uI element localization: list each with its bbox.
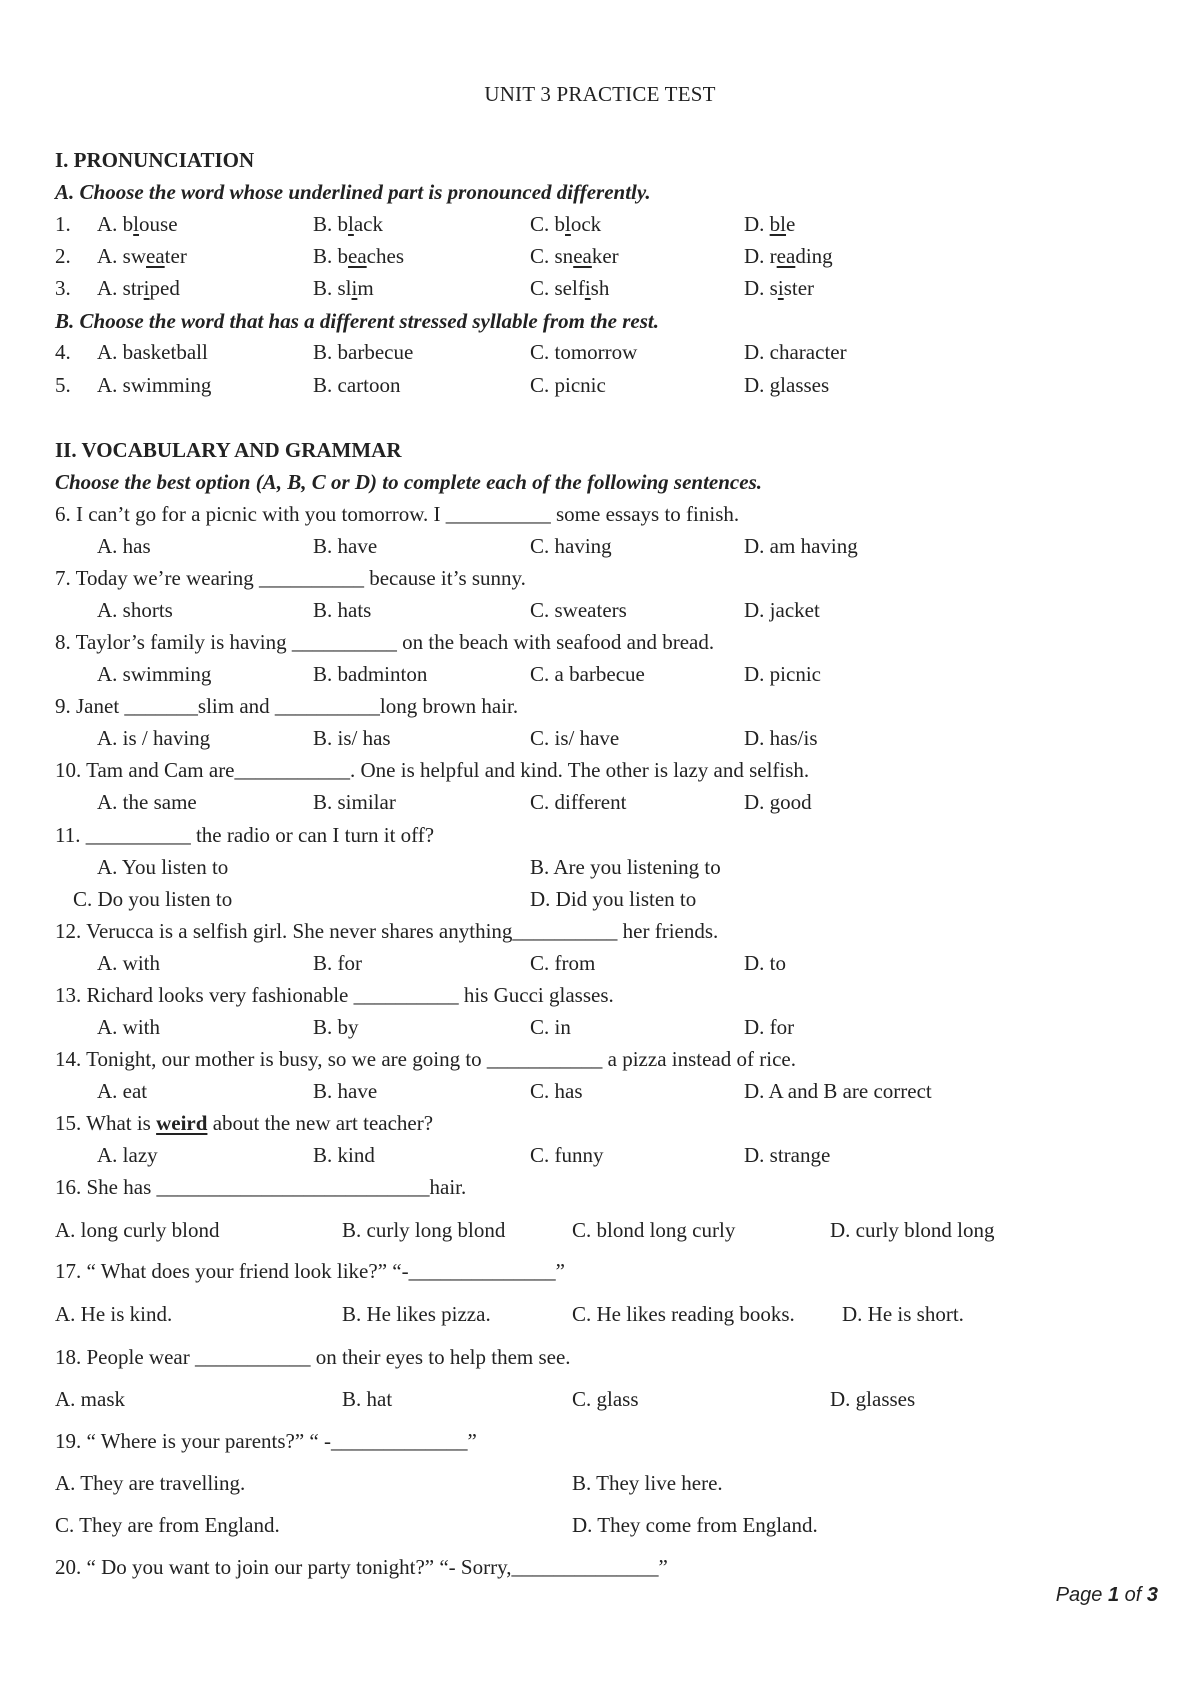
- option-d: D. to: [744, 951, 786, 975]
- option-a: A. swimming: [97, 373, 212, 397]
- question-text: 10. Tam and Cam are___________. One is helpful and kind. The other is lazy and selfish.: [55, 758, 810, 782]
- section-heading-pronunciation: I. PRONUNCIATION: [55, 148, 255, 172]
- option-b: B. Are you listening to: [530, 855, 721, 879]
- option-c: C. in: [530, 1015, 571, 1039]
- option-a: A. mask: [55, 1387, 125, 1411]
- option-a: A. is / having: [97, 726, 211, 750]
- option-a: A. striped: [97, 276, 180, 300]
- option-b: B. kind: [313, 1143, 375, 1167]
- option-b: B. is/ has: [313, 726, 391, 750]
- option-b: B. beaches: [313, 244, 404, 268]
- option-d: D. glasses: [830, 1387, 916, 1411]
- option-b: B. hats: [313, 598, 372, 622]
- option-b: B. curly long blond: [342, 1218, 506, 1242]
- option-c: C. He likes reading books.: [572, 1302, 795, 1326]
- option-a: A. the same: [97, 790, 197, 814]
- question-text: 14. Tonight, our mother is busy, so we are going to ___________ a pizza instead of rice.: [55, 1047, 796, 1071]
- question-number: 2.: [55, 244, 71, 268]
- option-b: B. have: [313, 1079, 378, 1103]
- section-heading-vocabulary: II. VOCABULARY AND GRAMMAR: [55, 438, 402, 462]
- instruction-part-a: A. Choose the word whose underlined part is pronounced differently.: [55, 180, 651, 204]
- option-c: C. funny: [530, 1143, 604, 1167]
- option-b: B. for: [313, 951, 362, 975]
- question-text: 12. Verucca is a selfish girl. She never shares anything__________ her friends.: [55, 919, 719, 943]
- option-b: B. barbecue: [313, 340, 414, 364]
- option-c: C. selfish: [530, 276, 610, 300]
- option-a: A. You listen to: [97, 855, 229, 879]
- option-a: A. eat: [97, 1079, 148, 1103]
- question-text: 20. “ Do you want to join our party tonight?” “- Sorry,______________”: [55, 1555, 668, 1579]
- option-c: C. has: [530, 1079, 583, 1103]
- option-b: B. have: [313, 534, 378, 558]
- option-a: A. lazy: [97, 1143, 158, 1167]
- question-number: 3.: [55, 276, 71, 300]
- option-a: A. They are travelling.: [55, 1471, 246, 1495]
- option-b: B. hat: [342, 1387, 393, 1411]
- option-a: A. has: [97, 534, 151, 558]
- option-d: D. am having: [744, 534, 858, 558]
- option-c: C. blond long curly: [572, 1218, 736, 1242]
- option-b: B. cartoon: [313, 373, 401, 397]
- option-d: D. picnic: [744, 662, 821, 686]
- option-d: D. character: [744, 340, 847, 364]
- option-c: C. from: [530, 951, 596, 975]
- question-text: 8. Taylor’s family is having __________ on the beach with seafood and bread.: [55, 630, 715, 654]
- option-d: D. for: [744, 1015, 795, 1039]
- instruction-part-b: B. Choose the word that has a different stressed syllable from the rest.: [55, 309, 659, 333]
- question-number: 1.: [55, 212, 71, 236]
- option-d: D. They come from England.: [572, 1513, 818, 1537]
- option-a: A. with: [97, 951, 160, 975]
- option-a: A. swimming: [97, 662, 212, 686]
- option-d: D. jacket: [744, 598, 820, 622]
- question-text: 16. She has __________________________hair.: [55, 1175, 467, 1199]
- option-c: C. sweaters: [530, 598, 627, 622]
- option-c: C. They are from England.: [55, 1513, 280, 1537]
- question-number: 5.: [55, 373, 71, 397]
- option-a: A. with: [97, 1015, 160, 1039]
- question-text: 17. “ What does your friend look like?” “-______________”: [55, 1259, 565, 1283]
- page-title: UNIT 3 PRACTICE TEST: [484, 82, 716, 106]
- option-d: D. Did you listen to: [530, 887, 697, 911]
- question-text: 9. Janet _______slim and __________long brown hair.: [55, 694, 519, 718]
- option-d: D. has/is: [744, 726, 818, 750]
- instruction-vocabulary: Choose the best option (A, B, C or D) to complete each of the following sentences.: [55, 470, 762, 494]
- option-d: D. strange: [744, 1143, 831, 1167]
- option-c: C. is/ have: [530, 726, 620, 750]
- option-b: B. similar: [313, 790, 396, 814]
- option-c: C. sneaker: [530, 244, 619, 268]
- option-b: B. by: [313, 1015, 359, 1039]
- option-c: C. glass: [572, 1387, 639, 1411]
- question-text: 19. “ Where is your parents?” “ -_____________”: [55, 1429, 477, 1453]
- question-text: 18. People wear ___________ on their eyes to help them see.: [55, 1345, 571, 1369]
- option-c: C. block: [530, 212, 602, 236]
- option-b: B. black: [313, 212, 384, 236]
- option-d: D. He is short.: [842, 1302, 964, 1326]
- page-footer: Page 1 of 3: [1055, 1584, 1158, 1606]
- option-c: C. having: [530, 534, 612, 558]
- question-text: 6. I can’t go for a picnic with you tomorrow. I __________ some essays to finish.: [55, 502, 740, 526]
- option-c: C. picnic: [530, 373, 606, 397]
- option-d: D. A and B are correct: [744, 1079, 932, 1103]
- option-c: C. a barbecue: [530, 662, 645, 686]
- option-b: B. slim: [313, 276, 374, 300]
- question-text: 7. Today we’re wearing __________ because it’s sunny.: [55, 566, 526, 590]
- option-c: C. different: [530, 790, 627, 814]
- question-text: 13. Richard looks very fashionable __________ his Gucci glasses.: [55, 983, 614, 1007]
- question-number: 4.: [55, 340, 71, 364]
- option-a: A. long curly blond: [55, 1218, 220, 1242]
- option-d: D. reading: [744, 244, 833, 268]
- option-a: A. He is kind.: [55, 1302, 173, 1326]
- question-text: 11. __________ the radio or can I turn it off?: [55, 823, 435, 847]
- option-a: A. blouse: [97, 212, 178, 236]
- option-d: D. sister: [744, 276, 815, 300]
- option-b: B. They live here.: [572, 1471, 723, 1495]
- option-a: A. shorts: [97, 598, 173, 622]
- option-a: A. sweater: [97, 244, 187, 268]
- option-b: B. badminton: [313, 662, 428, 686]
- option-b: B. He likes pizza.: [342, 1302, 491, 1326]
- option-c: C. Do you listen to: [73, 887, 233, 911]
- option-a: A. basketball: [97, 340, 208, 364]
- option-d: D. good: [744, 790, 812, 814]
- option-d: D. curly blond long: [830, 1218, 995, 1242]
- option-d: D. glasses: [744, 373, 830, 397]
- option-c: C. tomorrow: [530, 340, 638, 364]
- question-text: 15. What is weird about the new art teacher?: [55, 1111, 434, 1135]
- option-d: D. ble: [744, 212, 796, 236]
